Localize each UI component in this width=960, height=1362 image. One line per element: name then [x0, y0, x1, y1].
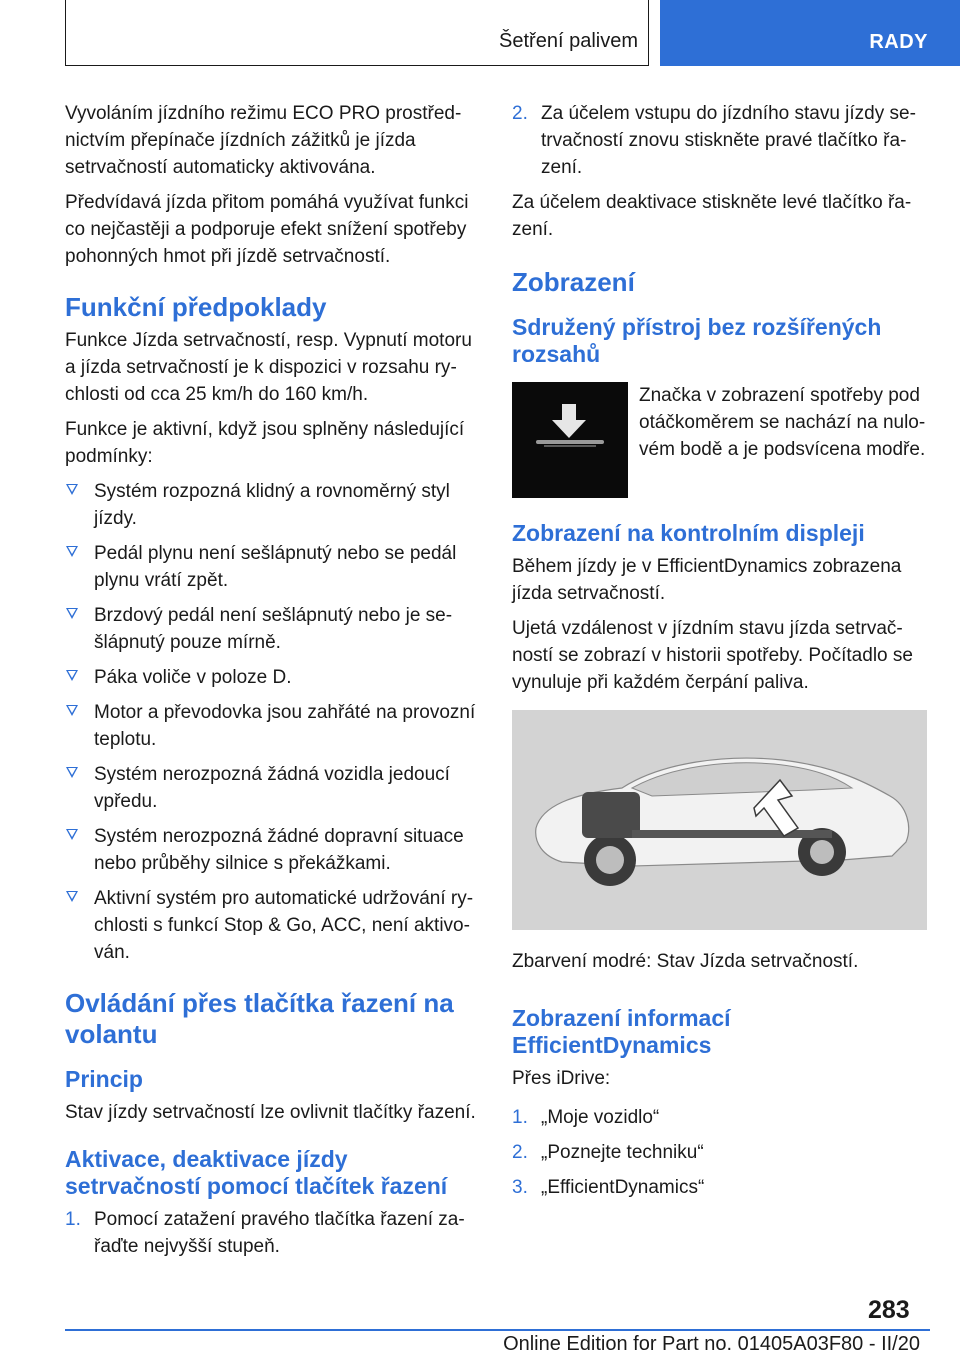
triangle-bullet-icon — [66, 891, 78, 902]
step-number: 3. — [512, 1177, 528, 1198]
step-number: 2. — [512, 103, 528, 124]
triangle-bullet-icon — [66, 670, 78, 681]
paragraph-distance-history: Ujetá vzdálenost v jízdním stavu jízda setrvačností se zobrazí v historii spotřeby. Počítadlo se vynuluje při každém čerpání paliva. — [512, 618, 913, 693]
paragraph-speed-range: Funkce Jízda setrvačností, resp. Vypnutí motoru a jízda setrvačností je k dispozici v rozsahu rychlosti od cca 25 km/h do 160 km/h. — [65, 330, 472, 405]
conditions-list — [65, 478, 480, 966]
section-title: Šetření palivem — [499, 30, 638, 52]
triangle-bullet-icon — [66, 484, 78, 495]
step-number: 1. — [512, 1107, 528, 1128]
image-caption: Zbarvení modré: Stav Jízda setrvačností. — [512, 951, 859, 972]
paragraph-efficientdynamics: Během jízdy je v EfficientDynamics zobrazena jízda setrvačností. — [512, 556, 902, 604]
paragraph-princip: Stav jízdy setrvačností lze ovlivnit tlačítky řazení. — [65, 1102, 476, 1123]
list-item: Systém nerozpozná žádné dopravní situace nebo průběhy silnice s překážkami. — [65, 823, 480, 877]
list-item: 1. „Moje vozidlo“ — [512, 1104, 930, 1131]
step-number: 1. — [65, 1209, 81, 1230]
heading-aktivace: Aktivace, deaktivace jízdy setrvačností pomocí tlačítek řazení — [65, 1146, 448, 1199]
list-item: Systém nerozpozná žádná vozidla jedoucí vpředu. — [65, 761, 480, 815]
triangle-bullet-icon — [66, 546, 78, 557]
triangle-bullet-icon — [66, 829, 78, 840]
list-item: 1. Pomocí zatažení pravého tlačítka řazení zařaďte nejvyšší stupeň. — [65, 1206, 480, 1260]
intro-paragraph-2: Předvídavá jízda přitom pomáhá využívat funkci co nejčastěji a podporuje efekt snížení spotřeby pohonných hmot při jízdě setrvačností. — [65, 192, 469, 267]
list-item: Motor a převodovka jsou zahřáté na provozní teplotu. — [65, 699, 480, 753]
heading-kontrolni-displej: Zobrazení na kontrolním displeji — [512, 520, 865, 546]
coasting-symbol-row — [512, 382, 930, 498]
heading-predpoklady: Funkční předpoklady — [65, 292, 327, 322]
triangle-bullet-icon — [66, 705, 78, 716]
intro-paragraph-1: Vyvoláním jízdního režimu ECO PRO prostřednictvím přepínače jízdních zážitků je jízda setrvačností automaticky aktivována. — [65, 103, 462, 178]
list-item: Pedál plynu není sešlápnutý nebo se pedál plynu vrátí zpět. — [65, 540, 480, 594]
coasting-indicator-image — [512, 382, 628, 498]
activation-steps-right — [512, 100, 930, 181]
heading-ovladani: Ovládání přes tlačítka řazení na volantu — [65, 988, 454, 1049]
down-arrow-icon — [512, 382, 628, 498]
header-section-box — [65, 0, 649, 66]
list-item: Brzdový pedál není sešlápnutý nebo je sešlápnutý pouze mírně. — [65, 602, 480, 656]
car-drivetrain-illustration — [512, 710, 927, 930]
triangle-bullet-icon — [66, 608, 78, 619]
car-illustration — [512, 710, 927, 930]
list-item: 3. „EfficientDynamics“ — [512, 1174, 930, 1201]
list-item: Páka voliče v poloze D. — [65, 664, 480, 691]
paragraph-idrive: Přes iDrive: — [512, 1068, 611, 1089]
list-item: 2. Za účelem vstupu do jízdního stavu jízdy setrvačností znovu stiskněte pravé tlačítko řazení. — [512, 100, 930, 181]
paragraph-symbol-description: Značka v zobrazení spotřeby pod otáčkoměrem se nachází na nulovém bodě a je podsvícena modře. — [639, 385, 926, 460]
left-column — [65, 100, 480, 1268]
activation-steps-left — [65, 1206, 480, 1260]
heading-sdruzeny-pristroj: Sdružený přístroj bez rozšířených rozsahů — [512, 314, 882, 367]
page-number: 283 — [868, 1296, 910, 1324]
list-item: Systém rozpozná klidný a rovnoměrný styl jízdy. — [65, 478, 480, 532]
step-number: 2. — [512, 1142, 528, 1163]
paragraph-conditions-intro: Funkce je aktivní, když jsou splněny následující podmínky: — [65, 419, 465, 467]
heading-informace-efficientdynamics: Zobrazení informací EfficientDynamics — [512, 1005, 731, 1058]
footer-edition: Online Edition for Part no. 01405A03F80 - II/20 — [503, 1333, 920, 1355]
list-item: 2. „Poznejte techniku“ — [512, 1139, 930, 1166]
header-chapter-tab[interactable] — [660, 0, 960, 66]
triangle-bullet-icon — [66, 767, 78, 778]
list-item: Aktivní systém pro automatické udržování rychlosti s funkcí Stop & Go, ACC, není aktivován. — [65, 885, 480, 966]
footer-divider — [65, 1329, 930, 1331]
right-column — [512, 100, 930, 1209]
chapter-title: RADY — [869, 31, 928, 53]
idrive-menu-steps — [512, 1104, 930, 1201]
heading-princip: Princip — [65, 1066, 143, 1092]
paragraph-deactivation: Za účelem deaktivace stiskněte levé tlačítko řazení. — [512, 192, 912, 240]
heading-zobrazeni: Zobrazení — [512, 267, 635, 297]
